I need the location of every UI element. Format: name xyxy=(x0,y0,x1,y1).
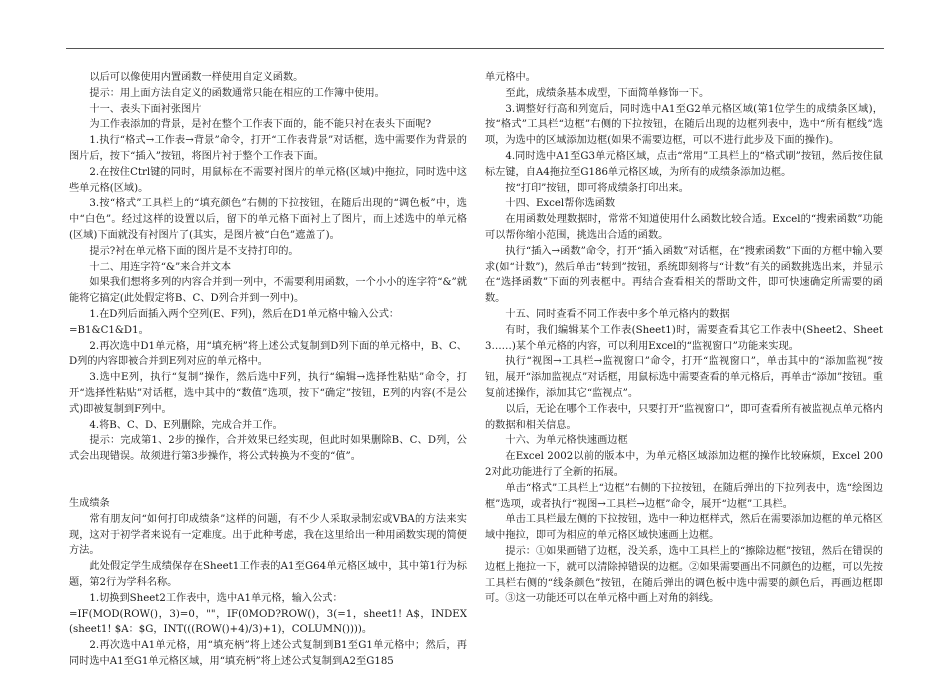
paragraph: 此处假定学生成绩保存在Sheet1工作表的A1至G64单元格区域中，其中第1行为标题，第2行为学科名称。 xyxy=(69,561,467,588)
paragraph: 提示：用上面方法自定义的函数通常只能在相应的工作簿中使用。 xyxy=(89,87,385,99)
paragraph: 以后，无论在哪个工作表中，只要打开“监视窗口”，即可查看所有被监视点单元格内的数据和相关信息。 xyxy=(485,403,883,431)
paragraph: 提示?衬在单元格下面的图片是不支持打印的。 xyxy=(89,245,299,257)
paragraph: 4.将B、C、D、E列删除，完成合并工作。 xyxy=(89,419,283,431)
paragraph: 常有朋友问“如何打印成绩条”这样的问题，有不少人采取录制宏或VBA的方法来实现，这对于初学者来说有一定难度。出于此种考虑，我在这里给出一种用函数实现的简便方法。 xyxy=(69,513,467,557)
section-gap xyxy=(69,465,467,496)
paragraph: 1.执行“格式→工作表→背景”命令，打开“工作表背景”对话框，选中需要作为背景的图片后，按下“插入”按钮，将图片衬于整个工作表下面。 xyxy=(69,135,467,162)
paragraph: 提示：完成第1、2步的操作，合并效果已经实现，但此时如果删除B、C、D列，公式会出现错误。故须进行第3步操作，将公式转换为不变的“值”。 xyxy=(69,435,467,463)
paragraph: 执行“插入→函数”命令，打开“插入函数”对话框，在“搜索函数”下面的方框中输入要求(如“计数”)，然后单击“转到”按钮，系统即刻将与“计数”有关的函数挑选出来，并显示在“选择函数”下面的列表框中。再结合查看相关的帮助文件，即可快速确定所需要的函数。 xyxy=(485,245,883,305)
section-heading: 十六、为单元格快速画边框 xyxy=(505,435,628,447)
paragraph: 1.在D列后面插入两个空列(E、F列)，然后在D1单元格中输入公式： xyxy=(89,308,400,320)
section-heading: 十一、表头下面衬张图片 xyxy=(89,103,202,115)
formula: =B1&C1&D1。 xyxy=(69,324,149,336)
formula: =IF(MOD(ROW()，3)=0，""，IF(0MOD?ROW()，3(=1，sheet1! A$，INDEX(sheet1! $A：$G，INT(((ROW()+4)/3)+1)，COLUMN())))。 xyxy=(69,608,467,636)
section-heading: 十二、用连字符“&”来合并文本 xyxy=(89,261,232,273)
paragraph: 提示：①如果画错了边框，没关系，选中工具栏上的“擦除边框”按钮，然后在错误的边框上拖拉一下，就可以清除掉错误的边框。②如果需要画出不同颜色的边框，可以先按工具栏右侧的“线条颜色”按钮，在随后弹出的调色板中选中需要的颜色后，再画边框即可。③这一功能还可以在单元格中画上对角的斜线。 xyxy=(485,545,883,605)
section-heading: 生成绩条 xyxy=(69,497,110,509)
paragraph: 在用函数处理数据时，常常不知道使用什么函数比较合适。Excel的“搜索函数”功能可以帮你缩小范围，挑选出合适的函数。 xyxy=(485,214,883,241)
paragraph: 2.再次选中D1单元格，用“填充柄”将上述公式复制到D列下面的单元格中，B、C、D列的内容即被合并到E列对应的单元格中。 xyxy=(69,340,467,368)
paragraph: 2.在按住Ctrl键的同时，用鼠标在不需要衬图片的单元格(区域)中拖拉，同时选中这些单元格(区域)。 xyxy=(69,166,467,194)
section-heading: 十五、同时查看不同工作表中多个单元格内的数据 xyxy=(505,308,730,320)
paragraph: 以后可以像使用内置函数一样使用自定义函数。 xyxy=(89,72,304,83)
paragraph: 3.选中E列，执行“复制”操作，然后选中F列，执行“编辑→选择性粘贴”命令，打开“选择性粘贴”对话框，选中其中的“数值”选项，按下“确定”按钮，E列的内容(不是公式)即被复制到F列中。 xyxy=(69,372,467,415)
paragraph: 3.按“格式”工具栏上的“填充颜色”右侧的下拉按钮，在随后出现的“调色板”中，选中“白色”。经过这样的设置以后，留下的单元格下面衬上了图片，而上述选中的单元格(区域)下面就没有衬图片了(其实，是图片被“白色”遮盖了)。 xyxy=(69,198,467,241)
paragraph: 有时，我们编辑某个工作表(Sheet1)时，需要查看其它工作表中(Sheet2、Sheet3……)某个单元格的内容，可以利用Excel的“监视窗口”功能来实现。 xyxy=(485,324,883,352)
paragraph: 为工作表添加的背景，是衬在整个工作表下面的，能不能只衬在表头下面呢? xyxy=(89,119,432,131)
paragraph: 至此，成绩条基本成型，下面简单修饰一下。 xyxy=(505,87,710,99)
left-column xyxy=(69,70,467,670)
top-rule xyxy=(66,48,884,49)
paragraph: 在Excel 2002以前的版本中，为单元格区域添加边框的操作比较麻烦，Excel 2002对此功能进行了全新的拓展。 xyxy=(485,451,883,478)
paragraph: 2.再次选中A1单元格，用“填充柄”将上述公式复制到B1至G1单元格中；然后，再同时选中A1至G1单元格区域，用“填充柄”将上述公式复制到A2至G185 xyxy=(69,640,467,667)
paragraph: 按“打印”按钮，即可将成绩条打印出来。 xyxy=(505,182,689,194)
paragraph: 1.切换到Sheet2工作表中，选中A1单元格，输入公式： xyxy=(89,592,343,604)
paragraph: 4.同时选中A1至G3单元格区域，点击“常用”工具栏上的“格式刷”按钮，然后按住鼠标左键，自A4拖拉至G186单元格区域，为所有的成绩条添加边框。 xyxy=(485,150,883,178)
paragraph: 如果我们想将多列的内容合并到一列中，不需要利用函数，一个小小的连字符“&”就能将它搞定(此处假定将B、C、D列合并到一列中)。 xyxy=(69,277,467,305)
paragraph: 执行“视图→工具栏→监视窗口”命令，打开“监视窗口”，单击其中的“添加监视”按钮，展开“添加监视点”对话框，用鼠标选中需要查看的单元格后，再单击“添加”按钮。重复前述操作，添加其它“监视点”。 xyxy=(485,356,883,399)
paragraph: 单击“格式”工具栏上“边框”右侧的下拉按钮，在随后弹出的下拉列表中，选“绘图边框”选项，或者执行“视图→工具栏→边框”命令，展开“边框”工具栏。 xyxy=(485,482,883,510)
right-column xyxy=(485,70,883,607)
paragraph: 单元格中。 xyxy=(485,72,536,83)
section-heading: 十四、Excel帮你选函数 xyxy=(505,198,616,210)
paragraph: 单击工具栏最左侧的下拉按钮，选中一种边框样式，然后在需要添加边框的单元格区域中拖拉，即可为相应的单元格区域快速画上边框。 xyxy=(485,514,883,542)
paragraph: 3.调整好行高和列宽后，同时选中A1至G2单元格区域(第1位学生的成绩条区域)，按“格式”工具栏“边框”右侧的下拉按钮，在随后出现的边框列表中，选中“所有框线”选项，为选中的区域添加边框(如果不需要边框，可以不进行此步及下面的操作)。 xyxy=(485,103,883,147)
